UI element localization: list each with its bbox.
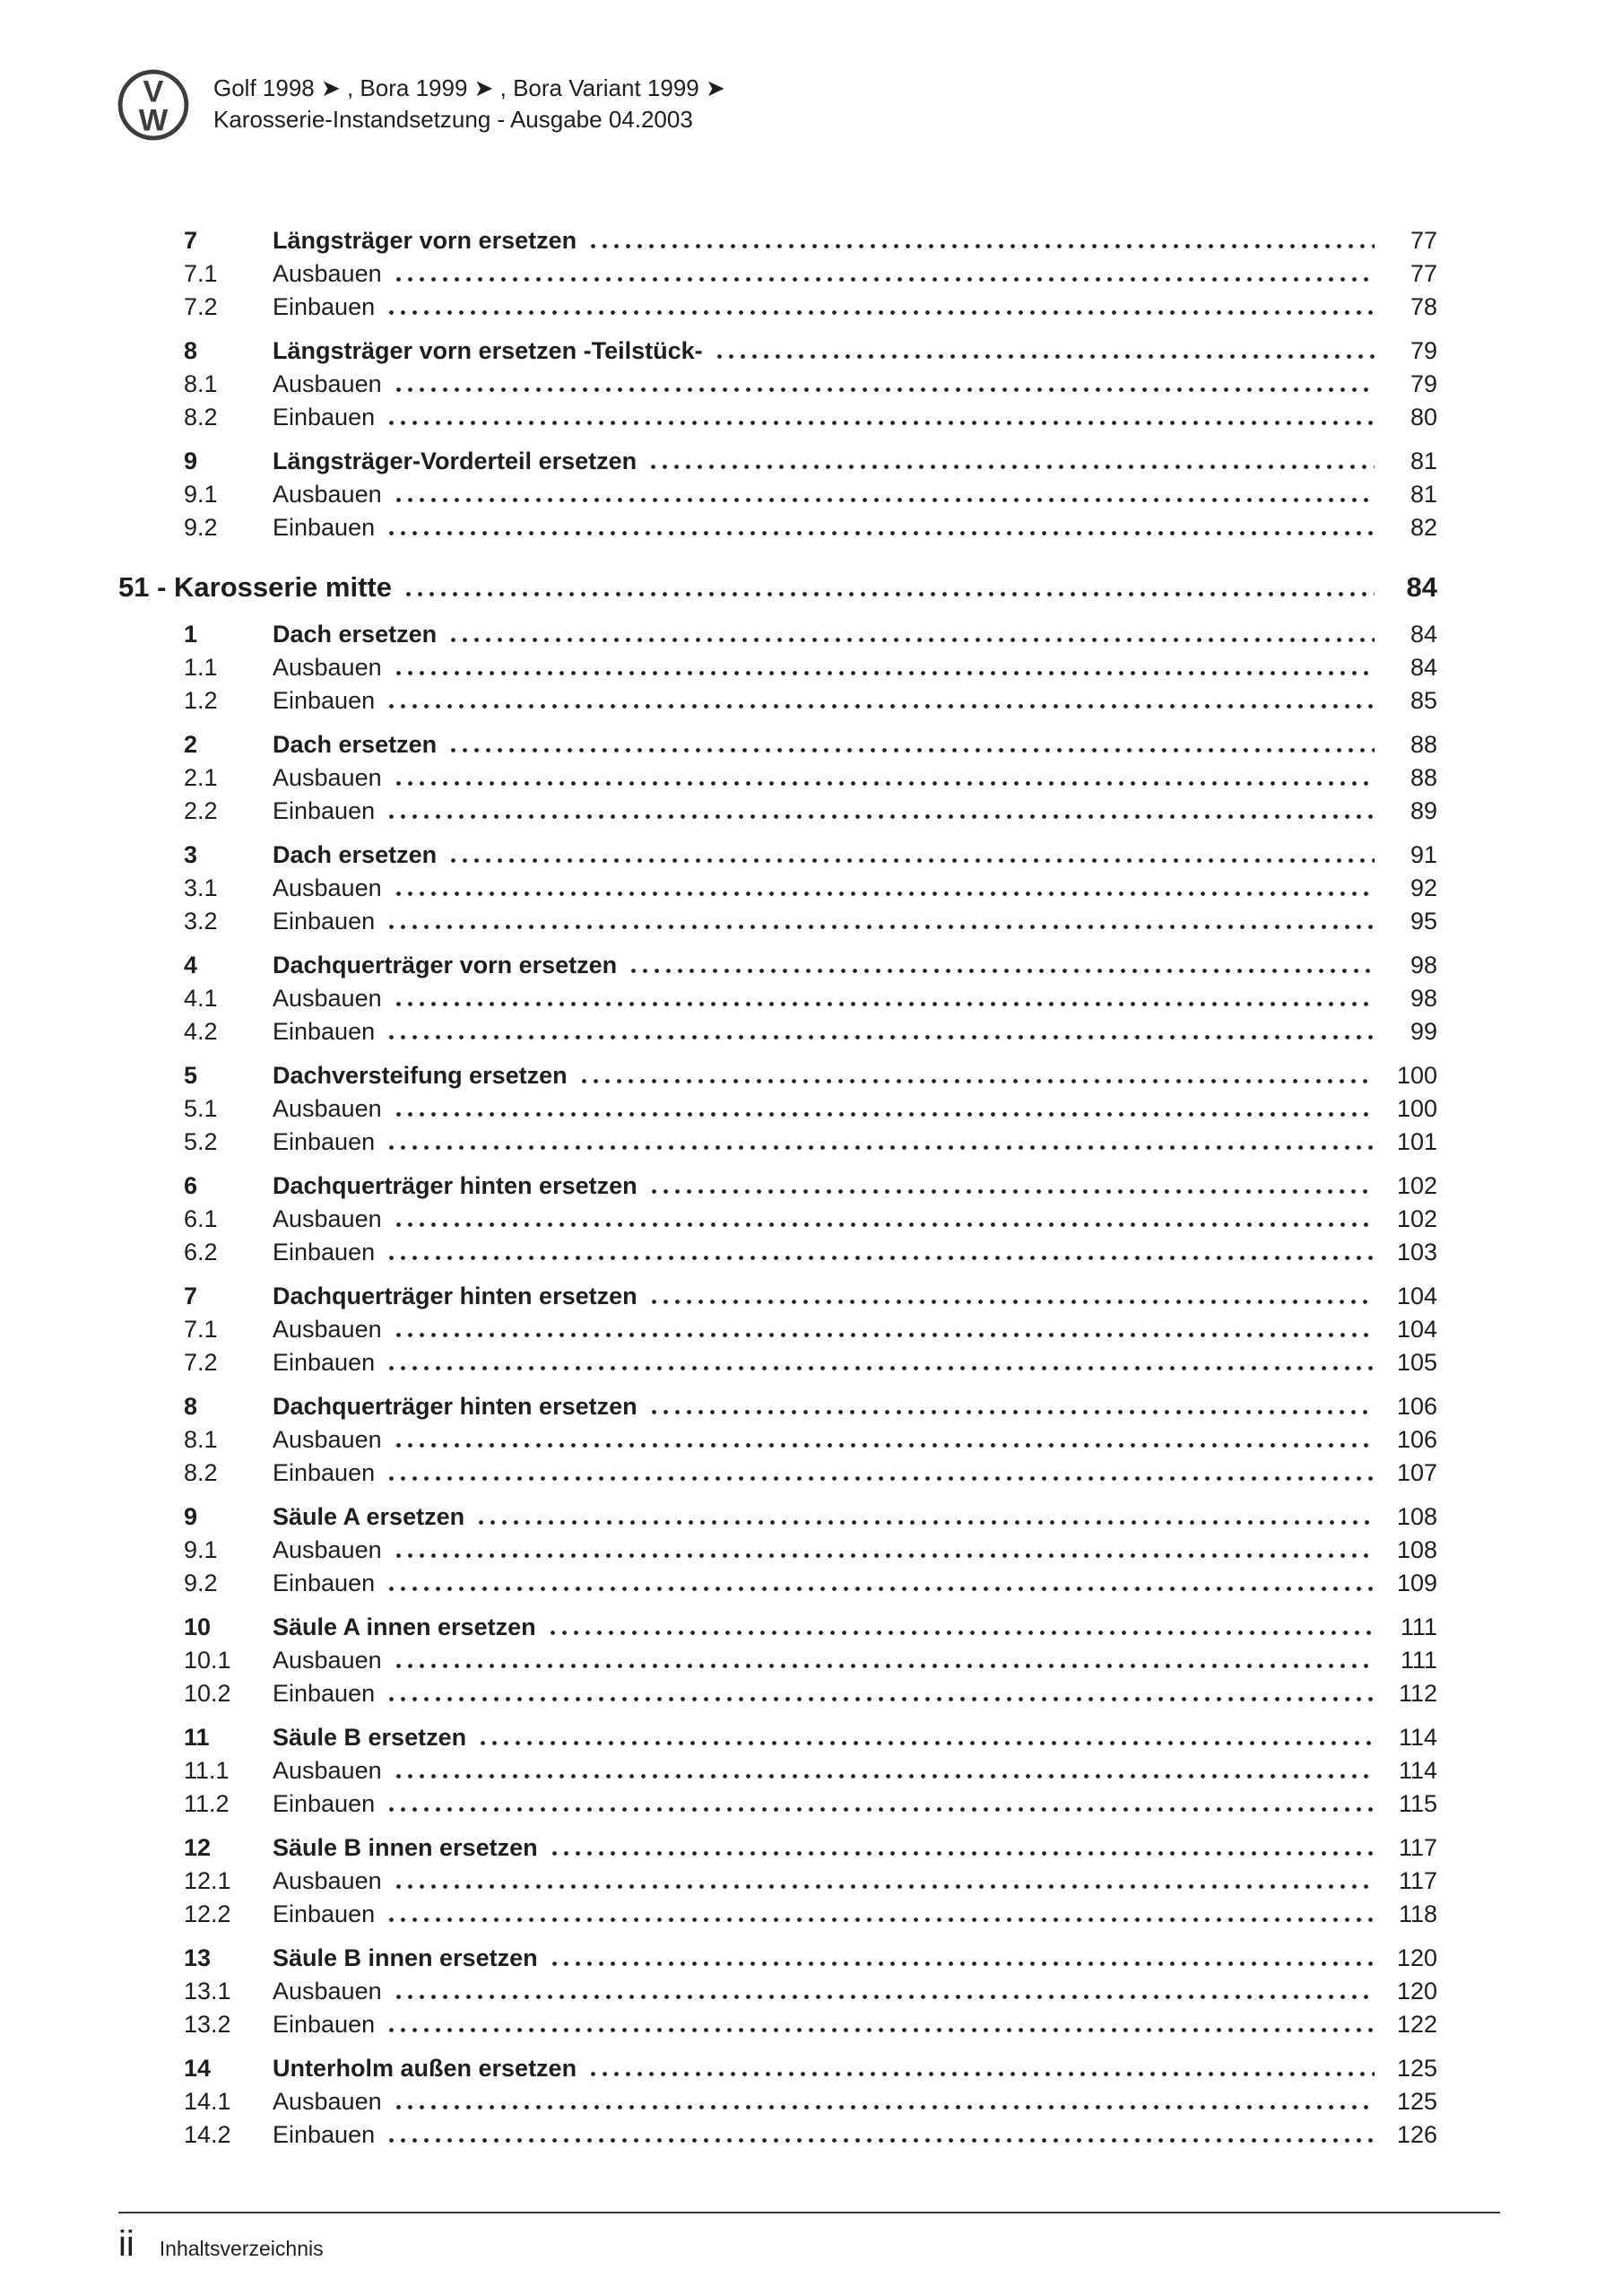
toc-entry-title: Unterholm außen ersetzen — [273, 2055, 577, 2082]
toc-leader-dots — [652, 1189, 1375, 1194]
toc-entry-title: Längsträger vorn ersetzen -Teilstück- — [273, 337, 703, 364]
toc-entry-page: 88 — [1409, 731, 1437, 758]
toc-entry-title: Ausbauen — [273, 1978, 382, 2005]
toc-entry-title: Längsträger-Vorderteil ersetzen — [273, 448, 638, 474]
toc-entry — [118, 1534, 1437, 1567]
toc-leader-dots — [396, 891, 1375, 896]
toc-entry — [118, 728, 1437, 761]
toc-leader-dots — [389, 1476, 1375, 1481]
header-subtitle-line: Karosserie-Instandsetzung - Ausgabe 04.2003 — [213, 106, 693, 133]
toc-entry-title: Einbauen — [273, 1680, 376, 1707]
toc-entry — [118, 1346, 1437, 1379]
toc-entry — [118, 257, 1437, 291]
toc-leader-dots — [389, 814, 1375, 819]
toc-entry — [118, 1942, 1437, 1975]
toc-leader-dots — [396, 1222, 1375, 1227]
toc-entry-title: Einbauen — [273, 514, 376, 541]
toc-entry-title: Ausbauen — [273, 1536, 382, 1563]
toc-entry-page: 80 — [1409, 404, 1437, 430]
toc-entry-page: 105 — [1396, 1349, 1437, 1376]
toc-entry-number: 6 — [184, 1172, 198, 1199]
toc-entry — [118, 224, 1437, 257]
toc-entry-title: Dachquerträger hinten ersetzen — [273, 1172, 638, 1199]
toc-entry-number: 2 — [184, 731, 198, 758]
toc-entry-title: Säule B ersetzen — [273, 1724, 467, 1751]
toc-entry-number: 8.2 — [184, 404, 218, 430]
toc-entry-page: 120 — [1396, 1978, 1437, 2005]
toc-entry-page: 109 — [1396, 1570, 1437, 1596]
toc-entry-page: 82 — [1409, 514, 1437, 541]
toc-entry-number: 9 — [184, 448, 198, 474]
toc-entry-page: 117 — [1398, 1834, 1437, 1861]
toc-entry-page: 120 — [1396, 1944, 1437, 1971]
toc-entry — [118, 1059, 1437, 1092]
toc-leader-dots — [389, 1366, 1375, 1370]
toc-entry — [118, 1975, 1437, 2008]
toc-entry — [118, 1567, 1437, 1600]
toc-leader-dots — [552, 1961, 1375, 1966]
toc-entry-page: 77 — [1409, 227, 1437, 254]
toc-entry-title: Einbauen — [273, 1459, 376, 1486]
toc-leader-dots — [389, 1145, 1375, 1150]
page-footer — [118, 2212, 1500, 2264]
toc-entry-title: Ausbauen — [273, 1205, 382, 1232]
toc-entry-page: 112 — [1398, 1680, 1437, 1707]
toc-entry-title: Einbauen — [273, 908, 376, 935]
toc-section-heading — [118, 568, 1437, 607]
toc-leader-dots — [552, 1851, 1375, 1856]
toc-leader-dots — [389, 531, 1375, 535]
toc-leader-dots — [389, 704, 1375, 709]
toc-entry-title: Ausbauen — [273, 654, 382, 681]
toc-entry — [118, 2085, 1437, 2118]
toc-leader-dots — [396, 671, 1375, 675]
toc-entry — [118, 1092, 1437, 1126]
toc-entry-page: 91 — [1409, 841, 1437, 868]
toc-entry-title: Ausbauen — [273, 260, 382, 287]
toc-leader-dots — [591, 244, 1375, 248]
toc-leader-dots — [389, 1918, 1375, 1922]
toc-entry — [118, 1677, 1437, 1710]
header-text-block — [213, 68, 725, 135]
toc-leader-dots — [396, 277, 1375, 282]
toc-entry-title: Säule B innen ersetzen — [273, 1944, 538, 1971]
toc-entry-number: 8.1 — [184, 1426, 218, 1453]
toc-entry-number: 9.1 — [184, 481, 218, 508]
toc-entry-page: 85 — [1409, 687, 1437, 714]
toc-entry-title: Ausbauen — [273, 1095, 382, 1122]
toc-entry-number: 1.1 — [184, 654, 218, 681]
toc-entry-title: Ausbauen — [273, 1426, 382, 1453]
toc-entry-number: 4 — [184, 952, 198, 978]
toc-entry-page: 111 — [1400, 1613, 1437, 1640]
toc-entry-number: 7.2 — [184, 293, 218, 320]
svg-text:V: V — [143, 74, 164, 109]
toc-entry-page: 117 — [1398, 1867, 1437, 1894]
toc-entry-page: 104 — [1396, 1283, 1437, 1309]
toc-entry-title: Einbauen — [273, 2011, 376, 2038]
toc-entry-page: 114 — [1398, 1724, 1437, 1751]
toc-entry-page: 92 — [1409, 874, 1437, 901]
toc-entry — [118, 1644, 1437, 1677]
toc-entry-page: 102 — [1396, 1172, 1437, 1199]
toc-entry-title: Dach ersetzen — [273, 731, 438, 758]
toc-entry-page: 99 — [1409, 1018, 1437, 1045]
toc-leader-dots — [396, 498, 1375, 502]
toc-leader-dots — [389, 1807, 1375, 1812]
toc-entry-number: 8.2 — [184, 1459, 218, 1486]
toc-entry-page: 79 — [1409, 337, 1437, 364]
toc-entry-title: Säule A ersetzen — [273, 1503, 465, 1530]
toc-entry-title: Ausbauen — [273, 874, 382, 901]
toc-entry-page: 81 — [1409, 448, 1437, 474]
toc-entry — [118, 1313, 1437, 1346]
toc-entry-number: 4.1 — [184, 985, 218, 1012]
toc-entry-number: 9.2 — [184, 1570, 218, 1596]
toc-entry-number: 11 — [184, 1724, 210, 1751]
toc-entry — [118, 1126, 1437, 1159]
toc-entry — [118, 1015, 1437, 1048]
toc-entry — [118, 684, 1437, 718]
toc-entry-title: Einbauen — [273, 1239, 376, 1265]
page-header — [117, 68, 725, 142]
table-of-contents — [118, 224, 1437, 2152]
toc-entry-title: Säule A innen ersetzen — [273, 1613, 536, 1640]
toc-entry — [118, 1500, 1437, 1534]
toc-entry — [118, 1754, 1437, 1787]
toc-entry-number: 7.1 — [184, 260, 218, 287]
toc-entry-number: 13 — [184, 1944, 212, 1971]
toc-entry-page: 84 — [1409, 654, 1437, 681]
toc-entry-number: 13.2 — [184, 2011, 231, 2038]
toc-leader-dots — [396, 1002, 1375, 1006]
toc-entry — [118, 1457, 1437, 1490]
toc-leader-dots — [389, 421, 1375, 425]
toc-entry-number: 5 — [184, 1062, 198, 1089]
toc-entry-number: 8 — [184, 1393, 198, 1420]
toc-leader-dots — [451, 748, 1375, 752]
toc-entry-page: 103 — [1396, 1239, 1437, 1265]
toc-entry — [118, 839, 1437, 872]
toc-entry-number: 3 — [184, 841, 198, 868]
toc-entry-title: Ausbauen — [273, 2088, 382, 2115]
toc-entry-number: 12 — [184, 1834, 212, 1861]
toc-leader-dots — [389, 1256, 1375, 1260]
toc-entry-title: Ausbauen — [273, 985, 382, 1012]
toc-entry-title: Einbauen — [273, 687, 376, 714]
toc-leader-dots — [389, 2138, 1375, 2143]
toc-entry-title: Einbauen — [273, 1570, 376, 1596]
toc-leader-dots — [451, 858, 1375, 863]
toc-entry-title: Längsträger vorn ersetzen — [273, 227, 577, 254]
toc-entry-page: 114 — [1398, 1757, 1437, 1784]
toc-leader-dots — [652, 1410, 1375, 1414]
toc-entry-page: 107 — [1396, 1459, 1437, 1486]
toc-leader-dots — [396, 1774, 1375, 1779]
toc-entry-page: 84 — [1409, 621, 1437, 648]
toc-entry-page: 100 — [1396, 1095, 1437, 1122]
toc-entry-title: Einbauen — [273, 2121, 376, 2148]
toc-entry-title: Ausbauen — [273, 1316, 382, 1343]
toc-entry — [118, 445, 1437, 478]
toc-entry-number: 14.1 — [184, 2088, 231, 2115]
toc-leader-dots — [591, 2072, 1375, 2076]
toc-entry-number: 5.2 — [184, 1128, 218, 1155]
toc-entry-number: 1 — [184, 621, 198, 648]
toc-section-title: 51 - Karosserie mitte — [118, 571, 392, 603]
toc-entry — [118, 1787, 1437, 1821]
toc-leader-dots — [396, 1995, 1375, 1999]
toc-entry-number: 2.2 — [184, 797, 218, 824]
toc-entry-page: 88 — [1409, 764, 1437, 791]
toc-entry — [118, 335, 1437, 368]
toc-entry-number: 13.1 — [184, 1978, 231, 2005]
toc-entry-number: 7 — [184, 1283, 198, 1309]
toc-entry-page: 108 — [1396, 1536, 1437, 1563]
toc-entry-page: 98 — [1409, 952, 1437, 978]
toc-entry-number: 8.1 — [184, 370, 218, 397]
toc-entry-number: 3.1 — [184, 874, 218, 901]
toc-entry — [118, 795, 1437, 828]
toc-entry-page: 111 — [1400, 1647, 1437, 1674]
toc-leader-dots — [481, 1741, 1375, 1745]
toc-leader-dots — [396, 1112, 1375, 1117]
toc-entry — [118, 949, 1437, 982]
toc-entry-title: Ausbauen — [273, 370, 382, 397]
toc-leader-dots — [389, 310, 1375, 315]
toc-entry — [118, 982, 1437, 1015]
toc-entry-page: 106 — [1396, 1426, 1437, 1453]
toc-entry — [118, 1203, 1437, 1236]
toc-entry-title: Ausbauen — [273, 764, 382, 791]
toc-entry-number: 6.2 — [184, 1239, 218, 1265]
toc-entry-page: 102 — [1396, 1205, 1437, 1232]
toc-leader-dots — [406, 592, 1375, 596]
toc-entry-number: 12.2 — [184, 1900, 231, 1927]
toc-entry-number: 1.2 — [184, 687, 218, 714]
toc-leader-dots — [651, 465, 1375, 469]
toc-leader-dots — [396, 387, 1375, 392]
toc-entry — [118, 401, 1437, 434]
toc-leader-dots — [631, 969, 1375, 973]
toc-leader-dots — [479, 1520, 1375, 1525]
toc-entry-title: Einbauen — [273, 1900, 376, 1927]
toc-leader-dots — [389, 1697, 1375, 1701]
toc-entry — [118, 2008, 1437, 2041]
toc-entry-title: Dachquerträger hinten ersetzen — [273, 1393, 638, 1420]
footer-page-number: ii — [118, 2224, 134, 2264]
toc-leader-dots — [389, 1587, 1375, 1591]
toc-entry-page: 118 — [1398, 1900, 1437, 1927]
toc-entry-number: 14 — [184, 2055, 212, 2082]
toc-entry-number: 10 — [184, 1613, 212, 1640]
toc-entry-number: 11.2 — [184, 1790, 230, 1817]
toc-entry — [118, 511, 1437, 544]
toc-leader-dots — [396, 1443, 1375, 1448]
toc-entry-title: Ausbauen — [273, 1867, 382, 1894]
toc-entry-title: Dachquerträger vorn ersetzen — [273, 952, 618, 978]
toc-entry — [118, 872, 1437, 905]
toc-entry-page: 78 — [1409, 293, 1437, 320]
toc-entry-title: Einbauen — [273, 1349, 376, 1376]
toc-entry — [118, 1236, 1437, 1269]
toc-leader-dots — [652, 1300, 1375, 1304]
toc-entry — [118, 1170, 1437, 1203]
toc-entry-page: 77 — [1409, 260, 1437, 287]
toc-entry-page: 108 — [1396, 1503, 1437, 1530]
toc-entry-number: 6.1 — [184, 1205, 218, 1232]
toc-leader-dots — [451, 638, 1375, 642]
toc-entry-number: 11.1 — [184, 1757, 230, 1784]
toc-entry-page: 104 — [1396, 1316, 1437, 1343]
toc-entry-page: 125 — [1396, 2055, 1437, 2082]
toc-entry-number: 7 — [184, 227, 198, 254]
toc-entry-page: 101 — [1396, 1128, 1437, 1155]
toc-entry — [118, 905, 1437, 938]
toc-entry-page: 100 — [1396, 1062, 1437, 1089]
toc-entry — [118, 1721, 1437, 1754]
toc-entry — [118, 2052, 1437, 2085]
toc-entry-title: Säule B innen ersetzen — [273, 1834, 538, 1861]
toc-entry — [118, 291, 1437, 324]
toc-entry-number: 4.2 — [184, 1018, 218, 1045]
toc-entry-number: 12.1 — [184, 1867, 231, 1894]
toc-entry-title: Einbauen — [273, 293, 376, 320]
toc-entry-title: Einbauen — [273, 1790, 376, 1817]
toc-entry — [118, 1390, 1437, 1423]
toc-entry-page: 84 — [1406, 571, 1437, 603]
toc-entry-number: 9.2 — [184, 514, 218, 541]
toc-entry — [118, 1831, 1437, 1865]
toc-entry-title: Einbauen — [273, 1018, 376, 1045]
toc-entry-number: 10.2 — [184, 1680, 231, 1707]
toc-entry — [118, 1865, 1437, 1898]
toc-entry-title: Einbauen — [273, 404, 376, 430]
toc-leader-dots — [389, 2028, 1375, 2032]
toc-entry-title: Ausbauen — [273, 1757, 382, 1784]
toc-leader-dots — [551, 1631, 1375, 1635]
toc-entry-number: 8 — [184, 337, 198, 364]
toc-entry-page: 106 — [1396, 1393, 1437, 1420]
toc-entry — [118, 1898, 1437, 1931]
toc-entry-number: 3.2 — [184, 908, 218, 935]
toc-entry-title: Dachversteifung ersetzen — [273, 1062, 568, 1089]
toc-entry — [118, 368, 1437, 401]
toc-entry-page: 81 — [1409, 481, 1437, 508]
toc-leader-dots — [396, 781, 1375, 786]
toc-entry-title: Ausbauen — [273, 481, 382, 508]
toc-leader-dots — [582, 1079, 1375, 1083]
toc-entry-title: Dach ersetzen — [273, 841, 438, 868]
toc-entry — [118, 1280, 1437, 1313]
toc-entry — [118, 618, 1437, 651]
toc-entry-number: 5.1 — [184, 1095, 218, 1122]
toc-entry-number: 10.1 — [184, 1647, 231, 1674]
toc-entry-number: 7.2 — [184, 1349, 218, 1376]
toc-entry-number: 7.1 — [184, 1316, 218, 1343]
toc-entry-page: 79 — [1409, 370, 1437, 397]
toc-entry — [118, 651, 1437, 684]
toc-entry — [118, 478, 1437, 511]
toc-entry-page: 125 — [1396, 2088, 1437, 2115]
svg-text:W: W — [138, 103, 169, 138]
toc-leader-dots — [389, 1035, 1375, 1039]
toc-entry-number: 9 — [184, 1503, 198, 1530]
toc-entry-page: 122 — [1396, 2011, 1437, 2038]
toc-entry-title: Einbauen — [273, 797, 376, 824]
toc-leader-dots — [396, 1664, 1375, 1668]
toc-entry-page: 115 — [1398, 1790, 1437, 1817]
header-model-line: Golf 1998 ➤ , Bora 1999 ➤ , Bora Variant 1999 ➤ — [213, 74, 725, 101]
toc-entry-number: 14.2 — [184, 2121, 231, 2148]
toc-entry — [118, 761, 1437, 795]
toc-leader-dots — [717, 354, 1375, 359]
toc-entry-title: Dach ersetzen — [273, 621, 438, 648]
toc-leader-dots — [389, 925, 1375, 929]
toc-entry-number: 2.1 — [184, 764, 218, 791]
toc-entry-title: Einbauen — [273, 1128, 376, 1155]
toc-entry-title: Ausbauen — [273, 1647, 382, 1674]
toc-leader-dots — [396, 2105, 1375, 2109]
toc-leader-dots — [396, 1884, 1375, 1889]
toc-entry — [118, 1423, 1437, 1457]
toc-entry-number: 9.1 — [184, 1536, 218, 1563]
toc-leader-dots — [396, 1333, 1375, 1337]
toc-entry-title: Dachquerträger hinten ersetzen — [273, 1283, 638, 1309]
toc-entry-page: 126 — [1396, 2121, 1437, 2148]
toc-entry-page: 89 — [1409, 797, 1437, 824]
vw-logo-icon — [117, 68, 190, 142]
toc-leader-dots — [396, 1553, 1375, 1558]
toc-entry-page: 98 — [1409, 985, 1437, 1012]
toc-entry — [118, 1611, 1437, 1644]
toc-entry — [118, 2118, 1437, 2152]
footer-section-title: Inhaltsverzeichnis — [159, 2237, 324, 2260]
toc-entry-page: 95 — [1409, 908, 1437, 935]
